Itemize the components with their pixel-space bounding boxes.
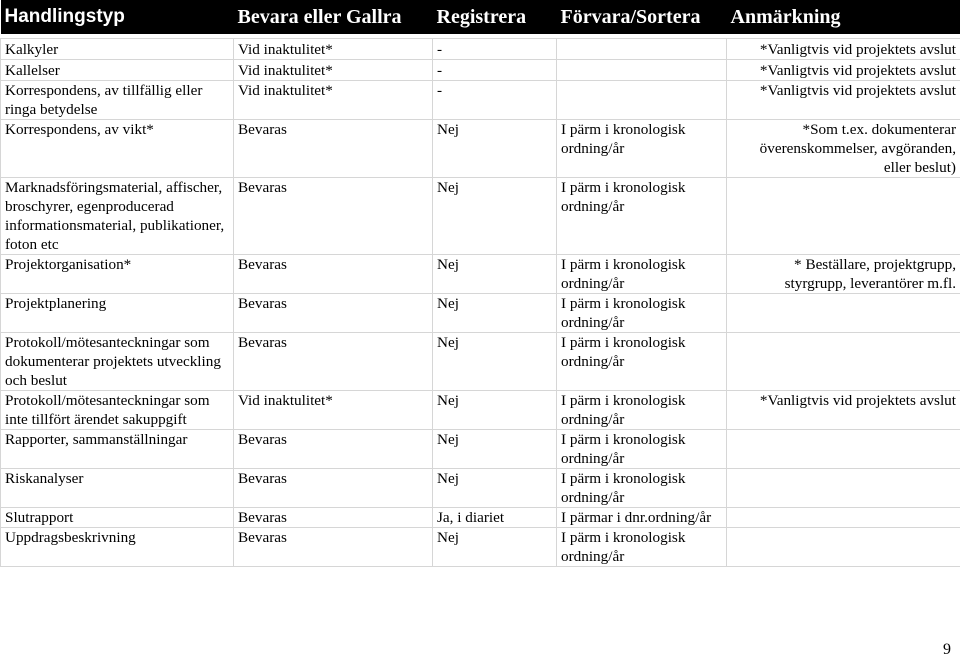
cell-forvara: I pärm i kronologisk ordning/år xyxy=(557,469,727,508)
cell-anmarkning xyxy=(727,294,960,333)
page-number: 9 xyxy=(943,641,951,658)
header-forvara-sortera: Förvara/Sortera xyxy=(557,0,727,34)
cell-registrera: Nej xyxy=(433,255,557,294)
cell-forvara xyxy=(557,81,727,120)
cell-anmarkning xyxy=(727,469,960,508)
cell-forvara: I pärmar i dnr.ordning/år xyxy=(557,508,727,528)
header-anmarkning: Anmärkning xyxy=(727,0,960,34)
cell-bevara: Vid inaktulitet* xyxy=(234,60,433,81)
cell-forvara: I pärm i kronologisk ordning/år xyxy=(557,120,727,178)
cell-registrera: Nej xyxy=(433,178,557,255)
table-row xyxy=(1,333,960,391)
cell-handlingstyp: Kallelser xyxy=(1,60,234,81)
cell-registrera: - xyxy=(433,39,557,60)
cell-anmarkning xyxy=(727,528,960,567)
header-registrera: Registrera xyxy=(433,0,557,34)
cell-registrera: Nej xyxy=(433,528,557,567)
cell-forvara: I pärm i kronologisk ordning/år xyxy=(557,391,727,430)
cell-registrera: - xyxy=(433,81,557,120)
cell-forvara xyxy=(557,39,727,60)
cell-anmarkning xyxy=(727,508,960,528)
cell-handlingstyp: Uppdragsbeskrivning xyxy=(1,528,234,567)
cell-handlingstyp: Protokoll/mötesanteckningar som dokumenterar projektets utveckling och beslut xyxy=(1,333,234,391)
cell-registrera: Nej xyxy=(433,120,557,178)
cell-anmarkning: *Som t.ex. dokumenterar överenskommelser, avgöranden, eller beslut) xyxy=(727,120,960,178)
cell-handlingstyp: Slutrapport xyxy=(1,508,234,528)
cell-forvara xyxy=(557,60,727,81)
cell-anmarkning xyxy=(727,178,960,255)
cell-anmarkning xyxy=(727,430,960,469)
cell-anmarkning: *Vanligtvis vid projektets avslut xyxy=(727,60,960,81)
header-handlingstyp: Handlingstyp xyxy=(1,0,234,34)
cell-bevara: Bevaras xyxy=(234,528,433,567)
table-row xyxy=(1,81,960,120)
cell-registrera: Nej xyxy=(433,469,557,508)
cell-registrera: - xyxy=(433,60,557,81)
header-bevara-eller-gallra: Bevara eller Gallra xyxy=(234,0,433,34)
cell-handlingstyp: Marknadsföringsmaterial, affischer, broschyrer, egenproducerad informationsmaterial, publikationer, foton etc xyxy=(1,178,234,255)
cell-registrera: Nej xyxy=(433,391,557,430)
cell-bevara: Bevaras xyxy=(234,255,433,294)
cell-anmarkning: *Vanligtvis vid projektets avslut xyxy=(727,39,960,60)
cell-bevara: Bevaras xyxy=(234,508,433,528)
cell-anmarkning: * Beställare, projektgrupp, styrgrupp, leverantörer m.fl. xyxy=(727,255,960,294)
cell-forvara: I pärm i kronologisk ordning/år xyxy=(557,528,727,567)
cell-anmarkning: *Vanligtvis vid projektets avslut xyxy=(727,391,960,430)
cell-registrera: Nej xyxy=(433,430,557,469)
table-row xyxy=(1,39,960,60)
cell-bevara: Bevaras xyxy=(234,294,433,333)
cell-bevara: Vid inaktulitet* xyxy=(234,39,433,60)
cell-registrera: Nej xyxy=(433,333,557,391)
table-header xyxy=(1,0,960,34)
cell-handlingstyp: Riskanalyser xyxy=(1,469,234,508)
cell-anmarkning: *Vanligtvis vid projektets avslut xyxy=(727,81,960,120)
table-row xyxy=(1,469,960,508)
cell-forvara: I pärm i kronologisk ordning/år xyxy=(557,294,727,333)
cell-handlingstyp: Kalkyler xyxy=(1,39,234,60)
cell-bevara: Bevaras xyxy=(234,333,433,391)
header-row xyxy=(1,0,960,34)
table-row xyxy=(1,294,960,333)
table-row xyxy=(1,178,960,255)
cell-bevara: Vid inaktulitet* xyxy=(234,391,433,430)
cell-anmarkning xyxy=(727,333,960,391)
cell-handlingstyp: Projektorganisation* xyxy=(1,255,234,294)
cell-bevara: Bevaras xyxy=(234,120,433,178)
cell-forvara: I pärm i kronologisk ordning/år xyxy=(557,430,727,469)
cell-forvara: I pärm i kronologisk ordning/år xyxy=(557,255,727,294)
table-row xyxy=(1,391,960,430)
cell-handlingstyp: Korrespondens, av tillfällig eller ringa betydelse xyxy=(1,81,234,120)
cell-bevara: Bevaras xyxy=(234,469,433,508)
cell-forvara: I pärm i kronologisk ordning/år xyxy=(557,178,727,255)
cell-bevara: Bevaras xyxy=(234,430,433,469)
cell-forvara: I pärm i kronologisk ordning/år xyxy=(557,333,727,391)
cell-registrera: Nej xyxy=(433,294,557,333)
table-row xyxy=(1,508,960,528)
cell-handlingstyp: Rapporter, sammanställningar xyxy=(1,430,234,469)
cell-bevara: Vid inaktulitet* xyxy=(234,81,433,120)
cell-handlingstyp: Projektplanering xyxy=(1,294,234,333)
table-row xyxy=(1,120,960,178)
table-row xyxy=(1,60,960,81)
table-row xyxy=(1,255,960,294)
table-row xyxy=(1,430,960,469)
table-row xyxy=(1,528,960,567)
cell-registrera: Ja, i diariet xyxy=(433,508,557,528)
table-body xyxy=(1,34,960,567)
cell-handlingstyp: Protokoll/mötesanteckningar som inte tillfört ärendet sakuppgift xyxy=(1,391,234,430)
cell-handlingstyp: Korrespondens, av vikt* xyxy=(1,120,234,178)
cell-bevara: Bevaras xyxy=(234,178,433,255)
